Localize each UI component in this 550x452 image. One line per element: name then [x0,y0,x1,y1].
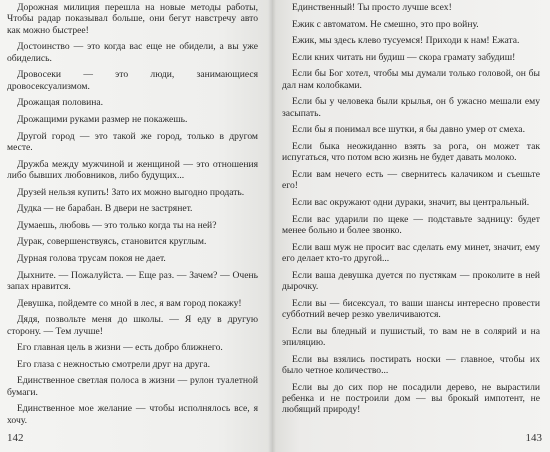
paragraph: Если бы я понимал все шутки, я бы давно умер от смеха. [292,124,525,136]
paragraph: Ежик с автоматом. Не смешно, это про войну. [292,18,479,30]
paragraph: Если вы бледный и пушистый, то вам не в солярий и на эпиляцию. [282,325,540,348]
paragraph: Дурак, совершенствуясь, становится круглым. [17,236,207,248]
paragraph: Дядя, позвольте меня до школы. — Я еду в другую сторону. — Тем лучше! [7,314,258,337]
paragraph: Если вас ударили по щеке — подставьте задницу: будет менее больно и более звонко. [282,213,540,236]
paragraph: Дрожащими руками размер не покажешь. [17,114,188,125]
paragraph: Дружба между мужчиной и женщиной — это отношения либо бывших любовников, либо будущих... [7,158,258,181]
right-page-text [282,2,540,421]
paragraph: Его главная цель в жизни — есть добро ближнего. [17,342,223,354]
book-gutter [268,0,276,452]
paragraph: Если ваша девушка дуется по пустякам — проколите в ней дырочку. [282,269,540,292]
paragraph: Думаешь, любовь — это только когда ты на ней? [17,219,217,231]
paragraph: Если ваш муж не просит вас сделать ему минет, значит, ему его делает кто-то другой... [282,241,540,264]
paragraph: Девушка, пойдемте со мной в лес, я вам город покажу! [17,297,242,309]
paragraph: Если вам нечего есть — свернитесь калачиком и съешьте его! [282,168,540,192]
right-page [272,0,550,452]
paragraph: Другой город — это такой же город, только в другом месте. [7,130,258,153]
paragraph: Если быка неожиданно взять за рога, он может так испугаться, что потом всю жизнь не будет давать молоко. [282,140,540,164]
left-page-number: 142 [7,432,24,444]
paragraph: Ежик, мы здесь клево тусуемся! Приходи к нам! Ежата. [292,35,520,47]
paragraph: Дудка — не барабан. В двери не застрянет. [17,203,193,215]
paragraph: Если кних читать ни будиш — скора грамату забудиш! [292,51,516,63]
right-page-number: 143 [525,432,542,444]
paragraph: Единственное мое желание — чтобы исполнялось все, я хочу. [7,403,258,426]
paragraph: Если бы Бог хотел, чтобы мы думали только головой, он бы дал нам колобками. [282,68,540,91]
left-page [0,0,272,452]
paragraph: Дорожная милиция перешла на новые методы работы, Чтобы радар показывал больше, они бегут навстречу авто как можно быстрее! [7,2,258,36]
paragraph: Его глаза с нежностью смотрели друг на друга. [17,358,211,370]
paragraph: Если вы до сих пор не посадили дерево, не вырастили ребенка и не построили дом — вы брокый импотент, не любящий природу! [282,381,540,416]
paragraph: Друзей нельзя купить! Зато их можно выгодно продать. [17,186,245,198]
paragraph: Дыхните. — Пожалуйста. — Еще раз. — Зачем? — Очень запах нравится. [7,269,258,292]
paragraph: Если вас окружают одни дураки, значит, вы центральный. [292,196,530,208]
paragraph: Достоинство — это когда вас еще не обидели, а вы уже обиделись. [7,41,258,64]
paragraph: Дрожащая половина. [17,97,104,109]
paragraph: Единственный! Ты просто лучше всех! [292,2,452,13]
paragraph: Дурная голова трусам покоя не дает. [17,252,166,264]
paragraph: Если вы взялись постирать носки — главное, чтобы их было четное количество... [282,353,540,376]
paragraph: Если бы у человека были крылья, он б ужасно мешали ему засыпать. [282,96,540,119]
paragraph: Единственное светлая полоса в жизни — рулон туалетной бумаги. [7,375,258,398]
left-page-text [7,2,258,431]
paragraph: Дровосеки — это люди, занимающиеся дровосексуализмом. [7,69,258,92]
paragraph: Если вы — бисексуал, то ваши шансы интересно провести субботний вечер резко увеличиваются. [282,297,540,320]
